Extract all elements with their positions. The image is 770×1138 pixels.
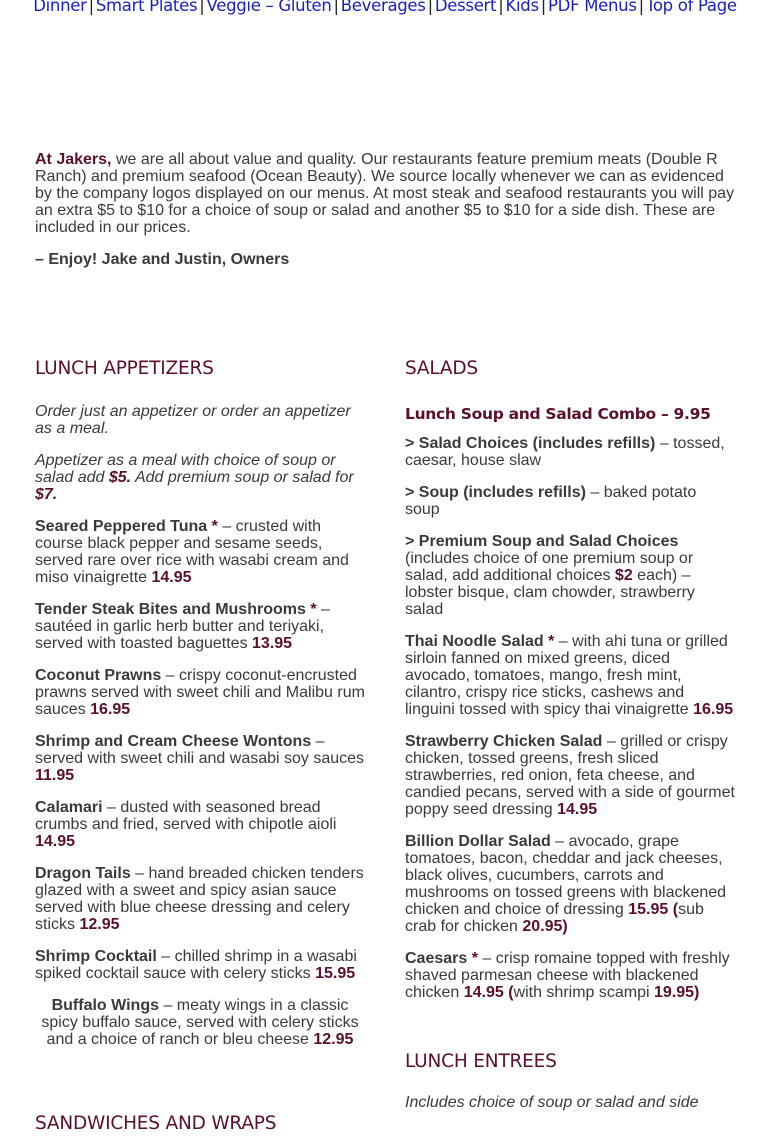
item-name: Tender Steak Bites and Mushrooms: [35, 601, 306, 618]
item-description: – meaty wings in a classic spicy buffalo sauce, served with celery sticks and a choice of ranch or bleu cheese: [41, 997, 359, 1048]
soup-choice: [405, 484, 735, 518]
item-price: 12.95: [79, 916, 120, 933]
premium-choice: [405, 533, 735, 618]
nav-separator: |: [498, 0, 504, 15]
choice-description: – tossed, caesar, house slaw: [405, 435, 725, 469]
item-price: 14.95: [151, 569, 192, 586]
choice-name: > Premium Soup and Salad Choices: [405, 533, 679, 550]
item-price: 16.95: [90, 701, 131, 718]
menu-item: [35, 601, 365, 652]
nav-link-pdf-menus[interactable]: PDF Menus: [548, 0, 637, 15]
sandwiches-heading: SANDWICHES AND WRAPS: [35, 1113, 277, 1134]
item-substitution: with shrimp scampi: [513, 984, 654, 1001]
choice-description: – baked potato soup: [405, 484, 697, 518]
note-text: Appetizer as a meal with choice of soup or salad add: [35, 452, 336, 486]
appetizers-column: [35, 355, 365, 1063]
item-description: – grilled or crispy chicken, tossed greens, fresh sliced strawberries, red onion, feta cheese, and candied pecans, served with a side of gourmet poppy seed dressing: [405, 733, 735, 818]
item-price: 15.95: [315, 965, 356, 982]
nav-link-dessert[interactable]: Dessert: [434, 0, 497, 15]
menu-item: [35, 518, 365, 586]
intro-paragraph: [35, 151, 740, 236]
choice-price: $2: [614, 567, 633, 584]
nav-separator: |: [88, 0, 94, 15]
item-description: – sautéed in garlic herb butter and teriyaki, served with toasted baguettes: [35, 601, 330, 652]
item-description: – chilled shrimp in a wasabi spiked cocktail sauce with celery sticks: [35, 948, 357, 982]
note-price: $7.: [35, 486, 58, 503]
nav-link-smart-plates[interactable]: Smart Plates: [95, 0, 198, 15]
item-name: Shrimp Cocktail: [35, 948, 157, 965]
menu-item: [35, 799, 365, 850]
menu-item: [405, 950, 735, 1001]
item-description: – crisp romaine topped with freshly shaved parmesan cheese with blackened chicken: [405, 950, 730, 1001]
menu-item: [405, 633, 735, 718]
item-name: Caesars: [405, 950, 468, 967]
item-price: 12.95: [313, 1031, 354, 1048]
nav-separator: |: [199, 0, 205, 15]
note-text: Add premium soup or salad for: [131, 469, 354, 486]
entrees-heading: LUNCH ENTREES: [405, 1051, 557, 1072]
salad-choice: [405, 435, 735, 469]
item-name: Calamari: [35, 799, 103, 816]
nav-link-top-of-page[interactable]: Top of Page: [645, 0, 737, 15]
item-star: *: [207, 518, 218, 535]
item-substitution-price: 20.95): [522, 918, 568, 935]
menu-item: [405, 833, 735, 935]
menu-item: [35, 667, 365, 718]
item-price: 14.95: [557, 801, 598, 818]
top-navigation: [0, 0, 770, 15]
appetizer-meal-note: [35, 452, 365, 503]
choice-description: each) – lobster bisque, clam chowder, strawberry salad: [405, 567, 695, 618]
nav-link-dinner[interactable]: Dinner: [33, 0, 87, 15]
item-description: – served with sweet chili and wasabi soy sauces: [35, 733, 365, 767]
menu-item: [35, 948, 365, 982]
item-name: Buffalo Wings: [51, 997, 159, 1014]
item-star: *: [467, 950, 478, 967]
item-substitution-price: 19.95): [654, 984, 700, 1001]
item-name: Strawberry Chicken Salad: [405, 733, 603, 750]
nav-separator: |: [333, 0, 339, 15]
owners-signature: – Enjoy! Jake and Justin, Owners: [35, 251, 290, 268]
entrees-note: Includes choice of soup or salad and side: [405, 1094, 699, 1111]
nav-link-veggie-gluten[interactable]: Veggie – Gluten: [206, 0, 332, 15]
appetizer-note: Order just an appetizer or order an appetizer as a meal.: [35, 403, 351, 437]
menu-item: [405, 733, 735, 818]
item-price: 16.95: [693, 701, 734, 718]
item-star: *: [305, 601, 317, 618]
nav-separator: |: [638, 0, 644, 15]
item-star: *: [543, 633, 555, 650]
item-description: – avocado, grape tomatoes, bacon, cheddar and jack cheeses, black olives, cucumbers, carrots and mushrooms on tossed greens with blackened chicken and choice of dressing: [405, 833, 727, 918]
nav-link-beverages[interactable]: Beverages: [340, 0, 426, 15]
item-price: 14.95 (: [463, 984, 514, 1001]
intro-section: [35, 151, 740, 283]
appetizers-heading: LUNCH APPETIZERS: [35, 358, 214, 379]
intro-lead: At Jakers,: [35, 151, 112, 168]
item-description: – hand breaded chicken tenders glazed with a sweet and spicy asian sauce served with blue cheese dressing and celery sticks: [35, 865, 364, 933]
item-description: – dusted with seasoned bread crumbs and fried, served with chipotle aioli: [35, 799, 337, 833]
menu-item: [35, 997, 365, 1048]
item-name: Dragon Tails: [35, 865, 131, 882]
item-name: Billion Dollar Salad: [405, 833, 551, 850]
item-price: 13.95: [252, 635, 293, 652]
nav-separator: |: [540, 0, 547, 15]
item-substitution: sub crab for chicken: [405, 901, 704, 935]
combo-heading: Lunch Soup and Salad Combo – 9.95: [405, 405, 711, 423]
note-price: $5.: [108, 469, 132, 486]
nav-link-kids[interactable]: Kids: [505, 0, 539, 15]
item-price: 11.95: [35, 767, 75, 784]
intro-body: we are all about value and quality. Our restaurants feature premium meats (Double R Ranch) and premium seafood (Ocean Beauty). We source locally whenever we can as evidenced by the company logos displayed on our menus. At most steak and seafood restaurants you will pay an extra $5 to $10 for a choice of soup or salad and another $5 to $10 for a side dish. These are included in our prices.: [35, 151, 735, 236]
item-name: Shrimp and Cream Cheese Wontons: [35, 733, 312, 750]
section-spacer: [405, 1016, 735, 1048]
menu-item: [35, 733, 365, 784]
salads-heading: SALADS: [405, 358, 478, 379]
salads-column: [405, 355, 735, 1126]
choice-description: (includes choice of one premium soup or salad, add additional choices: [405, 550, 694, 584]
item-description: – crusted with course black pepper and sesame seeds, served rare over rice with wasabi cream and miso vinaigrette: [35, 518, 349, 586]
item-description: – with ahi tuna or grilled sirloin fanned on mixed greens, diced avocado, tomatoes, mango, fresh mint, cilantro, crispy rice sticks, cashews and linguini tossed with spicy thai vinaigrette: [405, 633, 728, 718]
nav-separator: |: [427, 0, 433, 15]
choice-name: > Soup (includes refills): [405, 484, 586, 501]
item-name: Thai Noodle Salad: [405, 633, 544, 650]
choice-name: > Salad Choices (includes refills): [405, 435, 656, 452]
item-description: – crispy coconut-encrusted prawns served with sweet chili and Malibu rum sauces: [35, 667, 365, 718]
item-price: 15.95 (: [628, 901, 679, 918]
menu-item: [35, 865, 365, 933]
item-name: Seared Peppered Tuna: [35, 518, 208, 535]
item-price: 14.95: [35, 833, 76, 850]
item-name: Coconut Prawns: [35, 667, 162, 684]
